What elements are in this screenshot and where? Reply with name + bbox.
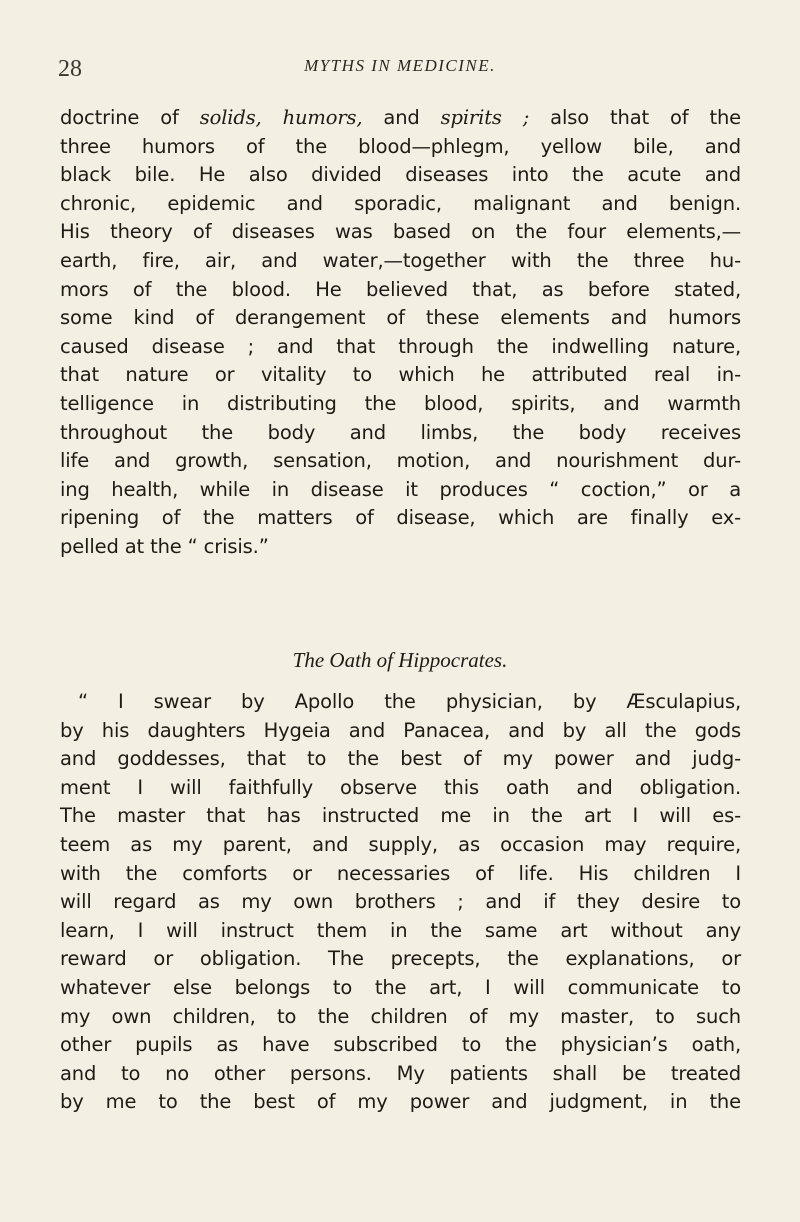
italic-term: solids, bbox=[199, 106, 262, 129]
text-fragment: doctrine of bbox=[60, 106, 200, 129]
page-header bbox=[0, 54, 800, 84]
text-fragment: and bbox=[362, 106, 441, 129]
text-line: caused disease ; and that through the indwelling nature, bbox=[60, 334, 741, 358]
text-line: ripening of the matters of disease, which are finally ex- bbox=[60, 506, 741, 530]
text-line: His theory of diseases was based on the four elements,— bbox=[60, 220, 741, 244]
italic-term: humors, bbox=[282, 106, 363, 129]
text-line: teem as my parent, and supply, as occasion may require, bbox=[60, 832, 741, 856]
text-line: will regard as my own brothers ; and if they desire to bbox=[60, 890, 741, 914]
text-fragment bbox=[262, 106, 283, 129]
text-line: “ I swear by Apollo the physician, by Æsculapius, bbox=[78, 690, 741, 713]
text-line: and goddesses, that to the best of my power and judg- bbox=[60, 747, 741, 771]
paragraph-humors bbox=[60, 104, 741, 562]
text-line: life and growth, sensation, motion, and nourishment dur- bbox=[60, 449, 741, 473]
text-line: other pupils as have subscribed to the physician’s oath, bbox=[60, 1033, 741, 1057]
text-line: chronic, epidemic and sporadic, malignant and benign. bbox=[60, 191, 741, 215]
text-line: by me to the best of my power and judgment, in the bbox=[60, 1090, 741, 1114]
text-line: pelled at the “ crisis.” bbox=[60, 534, 269, 558]
section-title: The Oath of Hippocrates. bbox=[292, 648, 508, 672]
text-line: by his daughters Hygeia and Panacea, and by all the gods bbox=[60, 718, 741, 742]
text-line: throughout the body and limbs, the body receives bbox=[60, 420, 741, 444]
italic-term: spirits ; bbox=[440, 106, 530, 129]
text-line: some kind of derangement of these elements and humors bbox=[60, 306, 741, 330]
text-line: three humors of the blood—phlegm, yellow bile, and bbox=[60, 134, 741, 158]
text-line: that nature or vitality to which he attributed real in- bbox=[60, 363, 741, 387]
text-line: reward or obligation. The precepts, the explanations, or bbox=[60, 947, 741, 971]
paragraph-oath bbox=[60, 688, 741, 1117]
text-line: my own children, to the children of my master, to such bbox=[60, 1004, 741, 1028]
text-fragment: also that of the bbox=[529, 106, 742, 129]
text-line: whatever else belongs to the art, I will communicate to bbox=[60, 975, 741, 999]
text-line: with the comforts or necessaries of life. His children I bbox=[60, 861, 741, 885]
text-line: mors of the blood. He believed that, as before stated, bbox=[60, 277, 741, 301]
text-line bbox=[60, 104, 741, 133]
text-line: ing health, while in disease it produces “ coction,” or a bbox=[60, 477, 741, 501]
text-line: ment I will faithfully observe this oath and obligation. bbox=[60, 775, 741, 799]
text-line: earth, fire, air, and water,—together with the three hu- bbox=[60, 248, 741, 272]
page-number: 28 bbox=[58, 56, 82, 82]
text-line: and to no other persons. My patients shall be treated bbox=[60, 1061, 741, 1085]
text-line: telligence in distributing the blood, spirits, and warmth bbox=[60, 391, 741, 415]
text-line: The master that has instructed me in the art I will es- bbox=[60, 804, 741, 828]
running-head: MYTHS IN MEDICINE. bbox=[304, 56, 496, 75]
text-line: black bile. He also divided diseases into the acute and bbox=[60, 163, 741, 187]
text-line: learn, I will instruct them in the same art without any bbox=[60, 918, 741, 942]
